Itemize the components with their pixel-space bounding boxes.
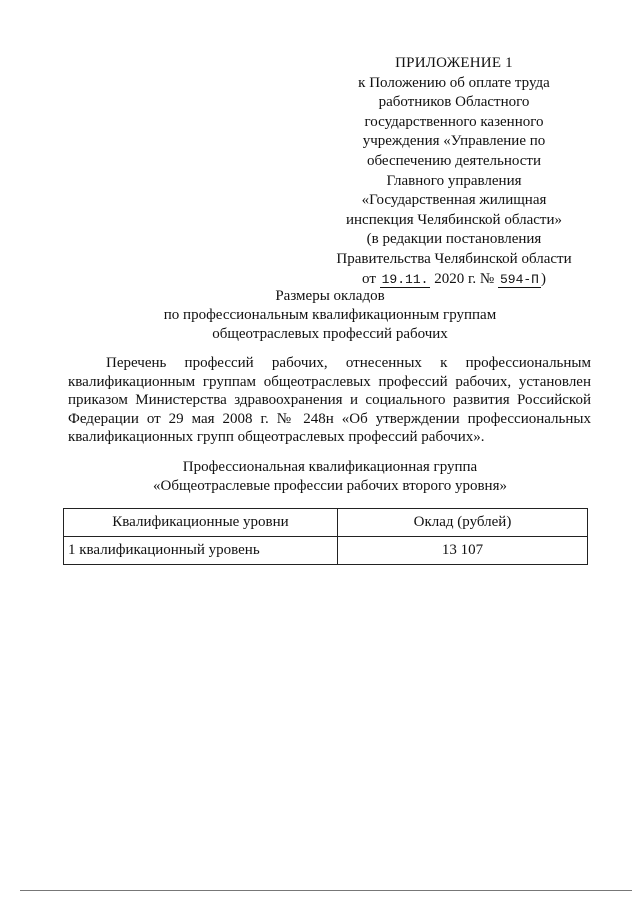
title-line: общеотраслевых профессий рабочих	[212, 326, 448, 342]
table-cell-salary: 13 107	[338, 537, 588, 565]
appendix-line: Главного управления	[386, 172, 522, 189]
group-title-line: Профессиональная квалификационная группа	[182, 459, 478, 475]
appendix-line: работников Областного	[378, 94, 530, 111]
appendix-line: учреждения «Управление по	[362, 133, 546, 150]
appendix-line: обеспечению деятельности	[366, 152, 542, 169]
appendix-line: инспекция Челябинской области»	[346, 211, 562, 228]
body-paragraph: Перечень профессий рабочих, отнесенных к профессиональным квалификационным группам общеотраслевых профессий рабочих, установлен приказом Министерства здравоохранения и социального развития Российской Федерации от 29 мая 2008 г. № 248н «Об утверждении профессиональных квалификационных групп общеотраслевых профессий рабочих».	[68, 355, 591, 446]
appendix-title: ПРИЛОЖЕНИЕ 1	[395, 55, 513, 71]
appendix-line: «Государственная жилищная	[361, 192, 547, 209]
group-title	[60, 458, 600, 496]
date-prefix: от	[362, 270, 376, 287]
appendix-line: к Положению об оплате труда	[358, 74, 550, 91]
year-text: 2020 г. №	[434, 270, 495, 287]
appendix-header	[318, 54, 590, 289]
date-suffix: )	[540, 270, 546, 287]
decree-number: 594-П	[499, 271, 539, 287]
appendix-line: государственного казенного	[364, 113, 544, 130]
table-header-row	[64, 509, 588, 537]
appendix-line: Правительства Челябинской области	[336, 250, 572, 267]
salary-table	[63, 508, 588, 565]
appendix-line: (в редакции постановления	[366, 231, 542, 248]
group-title-line: «Общеотраслевые профессии рабочих второго уровня»	[153, 478, 507, 494]
decree-date: 19.11.	[381, 271, 429, 287]
scan-edge-line	[20, 890, 632, 891]
table-header: Оклад (рублей)	[338, 509, 588, 537]
document-title	[60, 287, 600, 344]
table-header: Квалификационные уровни	[64, 509, 338, 537]
title-line: Размеры окладов	[275, 288, 385, 304]
table-row	[64, 537, 588, 565]
table-cell-level: 1 квалификационный уровень	[64, 537, 338, 565]
title-line: по профессиональным квалификационным группам	[163, 307, 497, 323]
